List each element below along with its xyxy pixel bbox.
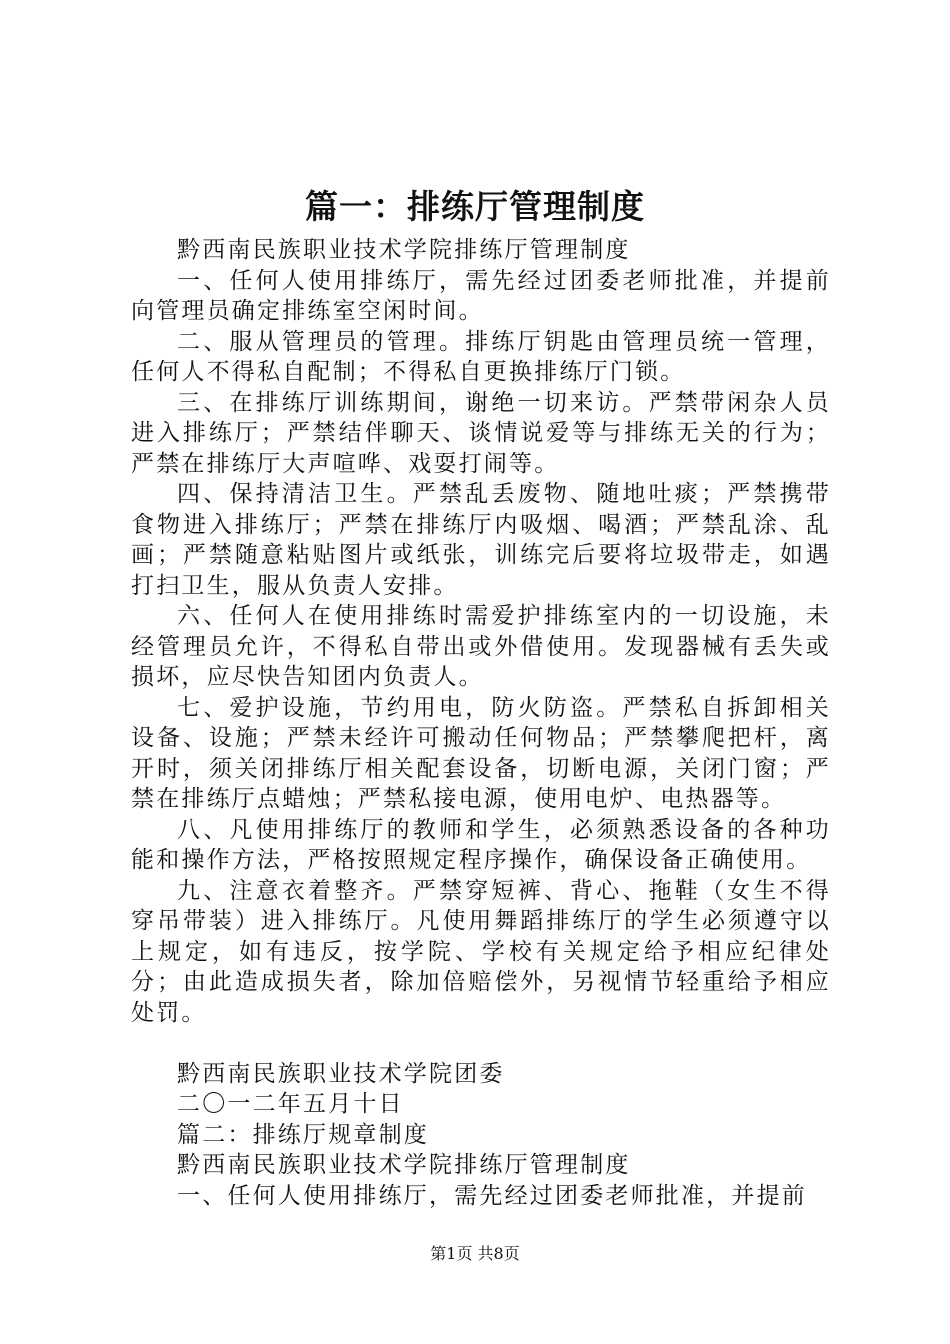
signature-org: 黔西南民族职业技术学院团委 <box>177 1060 505 1087</box>
paragraph-rule-9: 九、注意衣着整齐。严禁穿短裤、背心、拖鞋（女生不得穿吊带装）进入排练厅。凡使用舞蹈排练厅的学生必须遵守以上规定，如有违反，按学院、学校有关规定给予相应纪律处分；由此造成损失者，除加倍赔偿外，另视情节轻重给予相应处罚。 <box>131 877 831 1026</box>
blank-line <box>131 1028 831 1059</box>
page-total: 共8页 <box>477 1244 520 1263</box>
paragraph-rule-4: 四、保持清洁卫生。严禁乱丢废物、随地吐痰；严禁携带食物进入排练厅；严禁在排练厅内吸烟、喝酒；严禁乱涂、乱画；严禁随意粘贴图片或纸张，训练完后要将垃圾带走，如遇打扫卫生，服从负责人安排。 <box>131 481 831 599</box>
section2-institution-title: 黔西南民族职业技术学院排练厅管理制度 <box>177 1152 631 1178</box>
paragraph-rule-3: 三、在排练厅训练期间，谢绝一切来访。严禁带闲杂人员进入排练厅；严禁结伴聊天、谈情说爱等与排练无关的行为；严禁在排练厅大声喧哗、戏耍打闹等。 <box>131 389 831 477</box>
paragraph-rule-8: 八、凡使用排练厅的教师和学生，必须熟悉设备的各种功能和操作方法，严格按照规定程序操作，确保设备正确使用。 <box>131 816 831 873</box>
paragraph-institution-title: 黔西南民族职业技术学院排练厅管理制度 <box>177 237 631 263</box>
signature-date: 二〇一二年五月十日 <box>177 1091 404 1117</box>
page-number: 第1页 <box>430 1244 473 1263</box>
paragraph-rule-1: 一、任何人使用排练厅，需先经过团委老师批准，并提前向管理员确定排练室空闲时间。 <box>131 267 831 324</box>
document-body <box>131 235 831 1211</box>
section2-rule-1: 一、任何人使用排练厅，需先经过团委老师批准，并提前 <box>177 1182 807 1209</box>
section2-heading: 篇二：排练厅规章制度 <box>177 1121 429 1148</box>
paragraph-rule-6: 六、任何人在使用排练时需爱护排练室内的一切设施，未经管理员允许，不得私自带出或外借使用。发现器械有丢失或损坏，应尽快告知团内负责人。 <box>131 603 831 690</box>
document-title: 篇一：排练厅管理制度 <box>305 187 645 226</box>
page-footer <box>0 1243 950 1265</box>
paragraph-rule-7: 七、爱护设施，节约用电，防火防盗。严禁私自拆卸相关设备、设施；严禁未经许可搬动任何物品；严禁攀爬把杆，离开时，须关闭排练厅相关配套设备，切断电源，关闭门窗；严禁在排练厅点蜡烛；严禁私接电源，使用电炉、电热器等。 <box>131 694 831 812</box>
paragraph-rule-2: 二、服从管理员的管理。排练厅钥匙由管理员统一管理，任何人不得私自配制；不得私自更换排练厅门锁。 <box>131 328 831 385</box>
